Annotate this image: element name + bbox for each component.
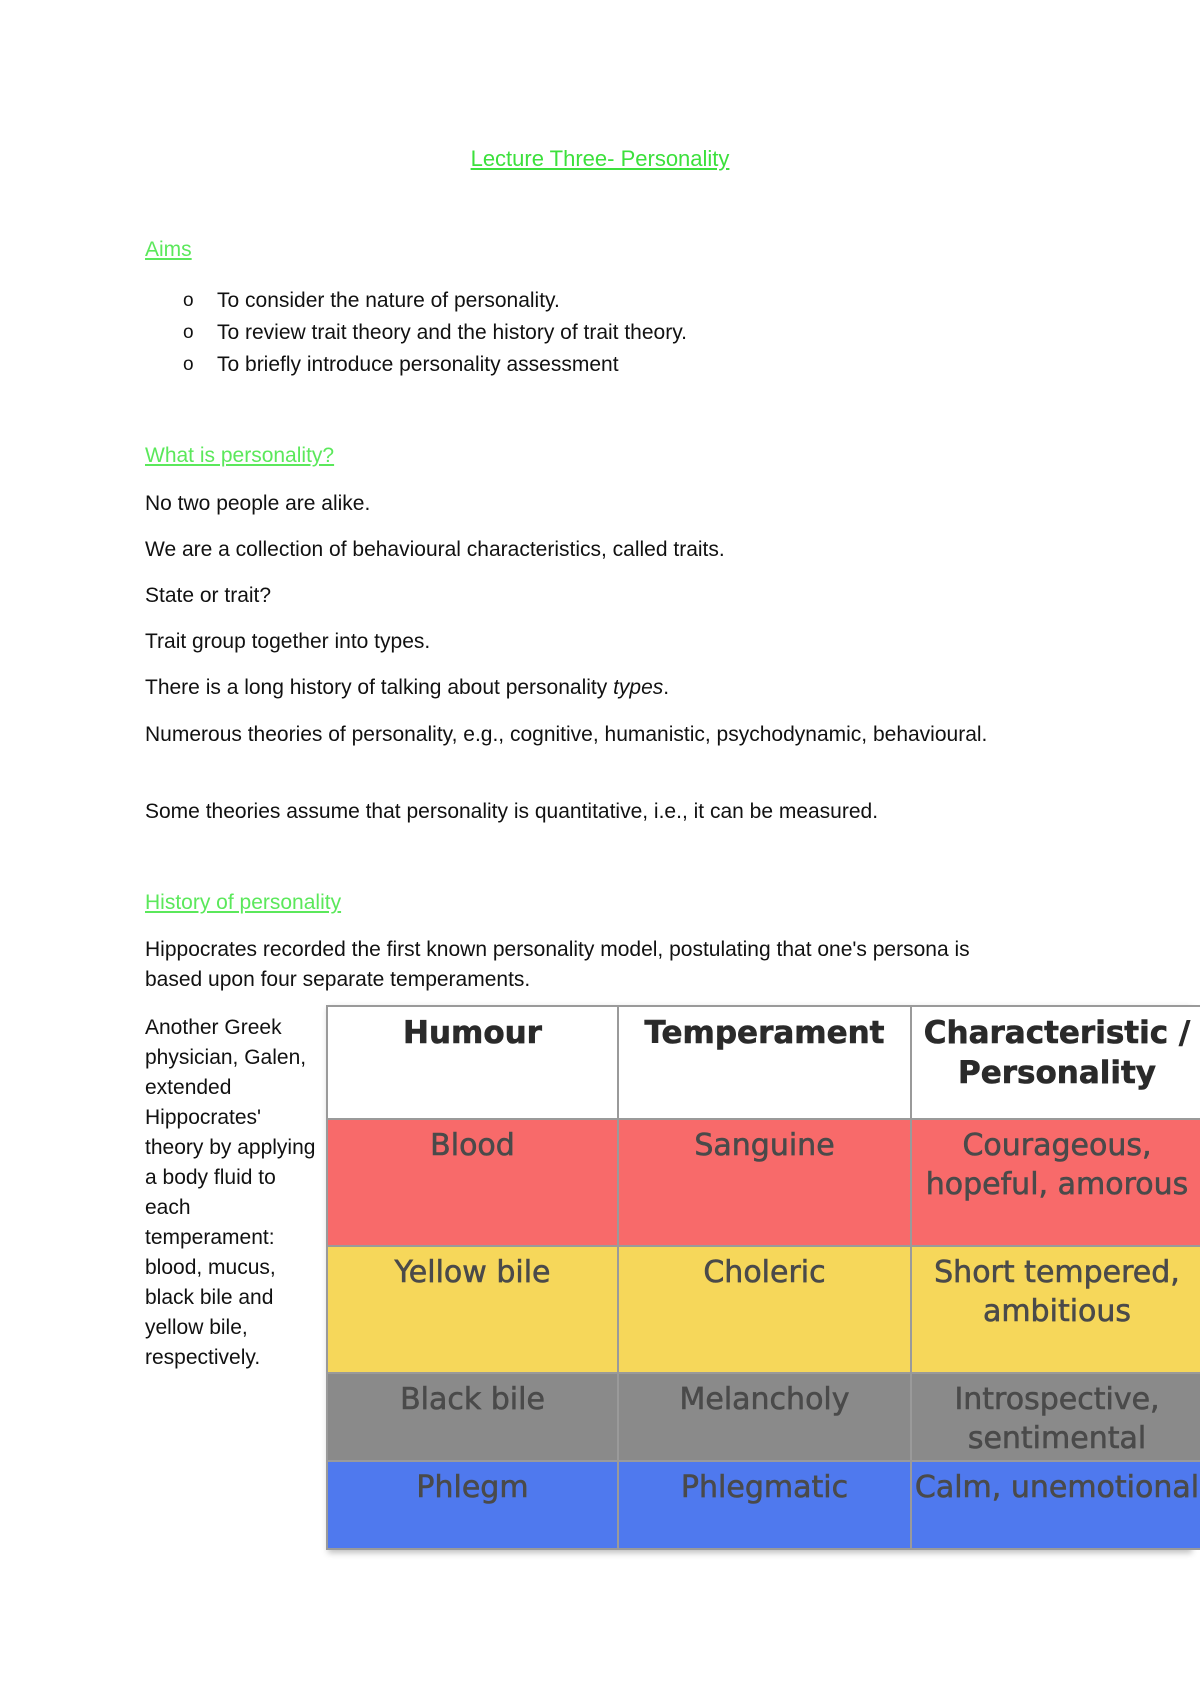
what-is-personality-heading: What is personality? bbox=[145, 444, 335, 467]
bullet-icon: o bbox=[183, 354, 194, 375]
header-humour: Humour bbox=[327, 1006, 618, 1119]
cell-temperament: Phlegmatic bbox=[618, 1461, 911, 1549]
history-heading: History of personality bbox=[145, 891, 342, 914]
table-row bbox=[327, 1119, 1200, 1246]
cell-characteristic: Courageous, hopeful, amorous bbox=[911, 1119, 1200, 1246]
paragraph: There is a long history of talking about personality types. bbox=[145, 676, 670, 699]
bullet-icon: o bbox=[183, 290, 194, 311]
paragraph: Trait group together into types. bbox=[145, 630, 431, 653]
humours-table bbox=[326, 1005, 1200, 1550]
cell-humour: Yellow bile bbox=[327, 1246, 618, 1373]
aims-heading: Aims bbox=[145, 238, 192, 261]
table-row bbox=[327, 1373, 1200, 1461]
paragraph: No two people are alike. bbox=[145, 492, 371, 515]
list-item: o To review trait theory and the history of trait theory. bbox=[180, 317, 687, 349]
cell-humour: Blood bbox=[327, 1119, 618, 1246]
cell-characteristic: Short tempered, ambitious bbox=[911, 1246, 1200, 1373]
cell-characteristic: Introspective, sentimental bbox=[911, 1373, 1200, 1461]
aims-list bbox=[180, 285, 687, 381]
paragraph: Hippocrates recorded the first known personality model, postulating that one's persona is based upon four separate temperaments. bbox=[145, 938, 970, 991]
cell-humour: Phlegm bbox=[327, 1461, 618, 1549]
page-title: Lecture Three- Personality bbox=[470, 146, 730, 171]
bullet-icon: o bbox=[183, 322, 194, 343]
paragraph: State or trait? bbox=[145, 584, 272, 607]
paragraph: Numerous theories of personality, e.g., cognitive, humanistic, psychodynamic, behavioural. bbox=[145, 723, 988, 746]
list-item: o To briefly introduce personality assessment bbox=[180, 349, 687, 381]
paragraph: Some theories assume that personality is quantitative, i.e., it can be measured. bbox=[145, 800, 879, 823]
table-row bbox=[327, 1461, 1200, 1549]
cell-temperament: Sanguine bbox=[618, 1119, 911, 1246]
cell-temperament: Melancholy bbox=[618, 1373, 911, 1461]
header-temperament: Temperament bbox=[618, 1006, 911, 1119]
cell-characteristic: Calm, unemotional bbox=[911, 1461, 1200, 1549]
list-item: o To consider the nature of personality. bbox=[180, 285, 687, 317]
table-row bbox=[327, 1246, 1200, 1373]
header-characteristic: Characteristic / Personality bbox=[911, 1006, 1200, 1119]
table-header-row bbox=[327, 1006, 1200, 1119]
cell-temperament: Choleric bbox=[618, 1246, 911, 1373]
galen-paragraph: Another Greek physician, Galen, extended Hippocrates' theory by applying a body fluid to each temperament: blood, mucus, black bile and yellow bile, respectively. bbox=[145, 1016, 316, 1369]
cell-humour: Black bile bbox=[327, 1373, 618, 1461]
paragraph: We are a collection of behavioural characteristics, called traits. bbox=[145, 538, 725, 561]
